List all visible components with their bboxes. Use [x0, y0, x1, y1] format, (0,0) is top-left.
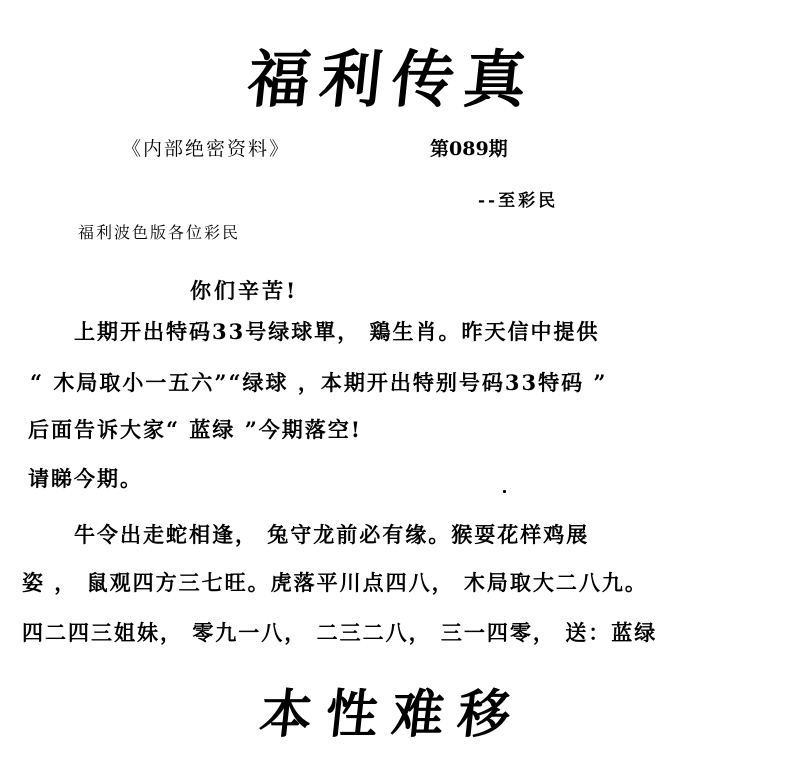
- footer-motto: 本性难移: [256, 684, 528, 745]
- signature-line: --至彩民: [478, 191, 559, 211]
- stray-mark: [503, 490, 506, 493]
- paragraph2-line3: 四二四三姐妹， 零九一八， 二三二八， 三一四零， 送：蓝绿: [22, 620, 658, 645]
- paragraph2-line1: 牛令出走蛇相逢， 兔守龙前必有缘。猴耍花样鸡展: [28, 522, 590, 547]
- paragraph2-line2: 姿 ， 鼠观四方三七旺。虎落平川点四八， 木局取大二八九。: [22, 570, 648, 595]
- paragraph1-line1: 上期开出特码33号绿球單， 鶏生肖。昨天信中提供: [28, 319, 600, 344]
- letter-recipient: 福利波色版各位彩民: [78, 223, 241, 242]
- paragraph1-line2: “ 木局取小一五六”“绿球 ，本期开出特别号码33特码 ”: [30, 370, 608, 395]
- paragraph1-line3: 后面告诉大家“ 蓝绿 ”今期落空!: [28, 417, 362, 442]
- paragraph1-line4: 请睇今期。: [28, 466, 143, 491]
- page-title: 福利传真: [244, 43, 540, 116]
- document-classification: 《内部绝密资料》: [122, 138, 291, 160]
- issue-number: 第089期: [430, 138, 508, 160]
- letter-greeting: 你们辛苦!: [190, 278, 299, 303]
